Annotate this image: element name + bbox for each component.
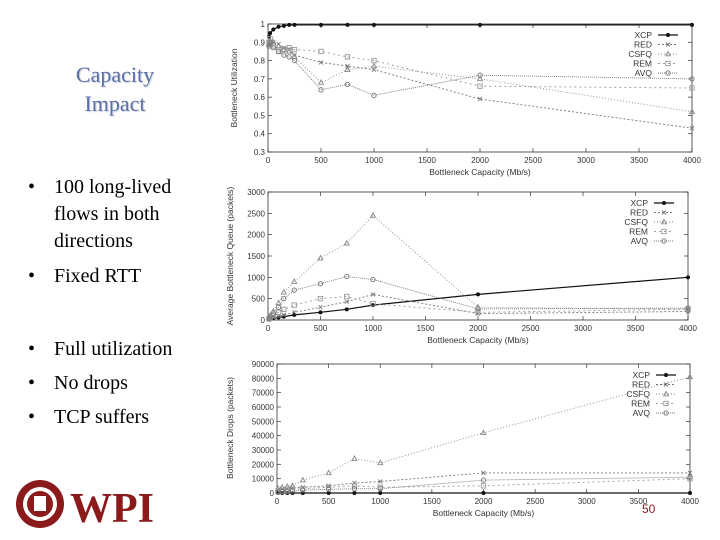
data-point <box>478 23 482 27</box>
y-tick-label: 90000 <box>251 360 274 369</box>
legend-label: REM <box>629 226 648 237</box>
series-line <box>269 216 688 318</box>
x-tick-label: 1000 <box>364 324 382 333</box>
legend-label: CSFQ <box>624 217 648 227</box>
data-point <box>319 80 324 84</box>
data-point <box>292 279 297 283</box>
y-tick-label: 0.6 <box>253 93 265 103</box>
bullet-item: • Fixed RTT <box>28 263 218 290</box>
y-tick-label: 0.9 <box>253 38 265 48</box>
x-tick-label: 2000 <box>469 324 487 333</box>
data-point <box>282 307 286 311</box>
x-tick-label: 1000 <box>371 497 390 506</box>
data-point <box>686 275 690 279</box>
x-tick-label: 1500 <box>422 497 441 506</box>
x-axis-label: Bottleneck Capacity (Mb/s) <box>432 508 535 518</box>
legend-label: AVQ <box>630 236 648 246</box>
data-point <box>277 25 281 29</box>
series-line <box>278 477 690 492</box>
y-tick-label: 0.8 <box>253 56 265 66</box>
data-point <box>378 491 382 495</box>
data-point <box>300 478 305 482</box>
y-tick-label: 80000 <box>251 374 274 384</box>
data-point <box>282 24 286 28</box>
x-tick-label: 1000 <box>365 156 383 165</box>
data-point <box>688 491 692 495</box>
x-tick-label: 4000 <box>681 497 699 506</box>
x-tick-label: 4000 <box>679 324 697 333</box>
legend-label: REM <box>631 398 650 409</box>
data-point <box>319 310 323 314</box>
data-point <box>281 290 286 294</box>
x-axis-label: Bottleneck Capacity (Mb/s) <box>427 335 529 345</box>
x-tick-label: 2500 <box>524 156 542 165</box>
y-tick-label: 30000 <box>251 446 274 455</box>
chart-panel-2 <box>225 186 697 345</box>
y-tick-label: 500 <box>251 294 265 304</box>
x-tick-label: 2500 <box>521 324 540 333</box>
data-point <box>352 456 357 460</box>
wpi-logo <box>14 478 164 530</box>
x-tick-label: 500 <box>321 497 336 506</box>
y-axis-label: Bottleneck Drops (packets) <box>225 376 235 480</box>
legend-label: RED <box>630 207 648 218</box>
y-tick-label: 1500 <box>247 252 265 261</box>
x-tick-label: 3500 <box>626 324 645 333</box>
x-tick-label: 4000 <box>683 156 701 165</box>
y-tick-label: 10000 <box>251 474 274 484</box>
series-xcp <box>267 23 694 39</box>
x-tick-label: 3000 <box>577 497 596 506</box>
data-point <box>690 23 694 27</box>
chart-panel-3 <box>225 360 699 518</box>
data-point <box>287 49 292 53</box>
x-axis-label: Bottleneck Capacity (Mb/s) <box>429 167 531 177</box>
title-line-1: Capacity <box>75 62 155 87</box>
y-tick-label: 1000 <box>247 273 265 283</box>
series-line <box>278 479 690 492</box>
x-tick-label: 2000 <box>474 497 493 506</box>
data-point <box>344 241 349 245</box>
y-axis-label: Bottleneck Utilization <box>229 48 239 128</box>
series-rem <box>267 36 694 90</box>
legend-label: XCP <box>634 30 652 40</box>
y-tick-label: 0.7 <box>253 74 265 84</box>
data-point <box>372 68 376 72</box>
legend-label: CSFQ <box>626 389 650 399</box>
data-point <box>268 31 272 35</box>
data-point <box>482 491 486 495</box>
y-tick-label: 70000 <box>251 388 274 398</box>
bullet-item: • TCP suffers <box>28 404 218 431</box>
y-tick-label: 0.5 <box>253 111 265 121</box>
y-tick-label: 40000 <box>251 431 274 441</box>
data-point <box>378 460 383 464</box>
data-point <box>326 470 331 474</box>
bullet-item: • Full utilization <box>28 336 218 363</box>
y-tick-label: 0 <box>260 316 265 325</box>
plot-frame <box>277 364 690 493</box>
series-line <box>278 473 690 490</box>
data-point <box>664 373 668 377</box>
logo-wordmark: WPI <box>70 486 154 530</box>
data-point <box>271 27 275 31</box>
series-xcp <box>276 491 692 495</box>
data-point <box>319 305 323 309</box>
y-tick-label: 2500 <box>247 209 265 219</box>
x-tick-label: 3500 <box>630 156 648 165</box>
legend-label: XCP <box>630 198 648 208</box>
y-tick-label: 2000 <box>247 230 265 240</box>
x-tick-label: 3500 <box>629 497 648 506</box>
y-tick-label: 50000 <box>251 417 274 427</box>
data-point <box>287 23 291 27</box>
data-point <box>352 481 356 485</box>
x-tick-label: 500 <box>313 324 328 333</box>
data-point <box>293 23 297 27</box>
y-tick-label: 1 <box>260 20 265 29</box>
y-tick-label: 0 <box>269 489 274 498</box>
y-tick-label: 3000 <box>247 188 265 197</box>
legend-label: REM <box>633 58 652 69</box>
data-point <box>346 23 350 27</box>
x-tick-label: 2000 <box>471 156 489 165</box>
data-point <box>371 213 376 217</box>
data-point <box>372 23 376 27</box>
series-csfq <box>267 213 691 320</box>
y-tick-label: 60000 <box>251 403 274 412</box>
x-tick-label: 0 <box>265 156 271 165</box>
x-tick-label: 0 <box>274 497 280 506</box>
bullet-item: • No drops <box>28 370 218 397</box>
legend-label: RED <box>634 39 652 50</box>
data-point <box>318 256 323 260</box>
x-tick-label: 500 <box>314 156 328 165</box>
legend-label: CSFQ <box>628 49 652 59</box>
legend-label: RED <box>632 379 650 390</box>
y-axis-label: Average Bottleneck Queue (packets) <box>225 186 235 326</box>
x-tick-label: 1500 <box>418 156 436 165</box>
y-tick-label: 0.4 <box>253 129 265 139</box>
legend-label: XCP <box>632 370 650 380</box>
data-point <box>666 33 670 37</box>
x-tick-label: 1500 <box>416 324 435 333</box>
title-line-2: Impact <box>84 91 146 116</box>
data-point <box>476 292 480 296</box>
data-point <box>352 491 356 495</box>
bullet-item: • 100 long-lived flows in both directions <box>28 174 218 255</box>
data-point <box>276 43 281 47</box>
page-number: 50 <box>642 502 656 516</box>
data-point <box>345 307 349 311</box>
plot-frame <box>268 192 688 320</box>
legend-label: AVQ <box>634 68 652 78</box>
y-tick-label: 20000 <box>251 460 274 470</box>
x-tick-label: 0 <box>265 324 271 333</box>
chart-panel-1 <box>229 20 701 177</box>
data-point <box>662 201 666 205</box>
wpi-seal-icon <box>14 478 164 530</box>
x-tick-label: 2500 <box>526 497 545 506</box>
legend-label: AVQ <box>632 408 650 418</box>
x-tick-label: 3000 <box>577 156 595 165</box>
y-tick-label: 0.3 <box>253 148 265 157</box>
x-tick-label: 3000 <box>574 324 592 333</box>
data-point <box>319 23 323 27</box>
